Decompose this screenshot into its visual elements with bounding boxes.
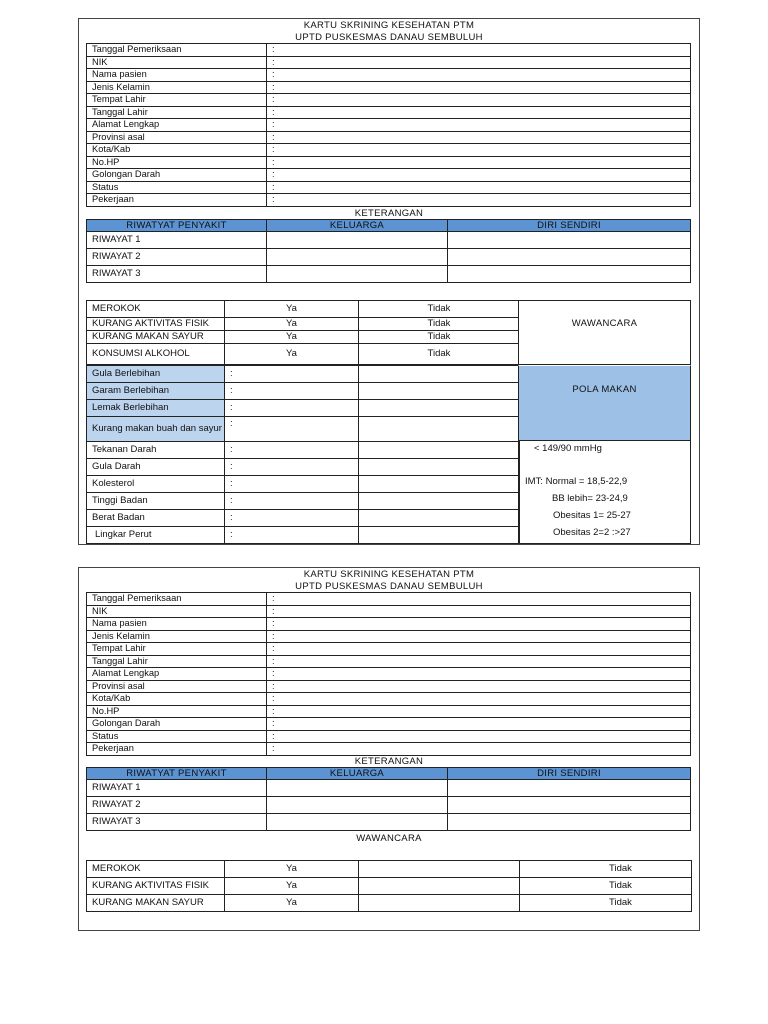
history-self-cell[interactable] — [448, 814, 691, 831]
habit-label: KURANG MAKAN SAYUR — [87, 895, 225, 912]
identity-row — [87, 94, 691, 107]
screening-card-1 — [78, 18, 700, 545]
identity-field-input[interactable]: : — [267, 94, 691, 107]
diet-label: Kurang makan buah dan sayur — [87, 417, 225, 442]
identity-field-label: Provinsi asal — [87, 131, 267, 144]
diet-extra-cell[interactable] — [359, 383, 520, 400]
identity-row — [87, 106, 691, 119]
card-subtitle: UPTD PUSKESMAS DANAU SEMBULUH — [295, 581, 483, 592]
identity-field-input[interactable]: : — [267, 718, 691, 731]
card-subtitle: UPTD PUSKESMAS DANAU SEMBULUH — [295, 32, 483, 43]
keterangan-label: KETERANGAN — [354, 756, 424, 767]
habits-table — [86, 860, 692, 912]
identity-field-input[interactable]: : — [267, 593, 691, 606]
habit-no[interactable]: Tidak — [359, 318, 520, 331]
identity-row — [87, 131, 691, 144]
habit-label: KURANG AKTIVITAS FISIK — [87, 318, 225, 331]
history-header-self: DIRI SENDIRI — [448, 220, 691, 232]
identity-field-label: No.HP — [87, 156, 267, 169]
reference-panel — [518, 441, 691, 544]
diet-extra-cell[interactable] — [359, 366, 520, 383]
identity-field-input[interactable]: : — [267, 668, 691, 681]
identity-row — [87, 81, 691, 94]
identity-field-input[interactable]: : — [267, 705, 691, 718]
identity-field-label: Golongan Darah — [87, 169, 267, 182]
identity-field-label: Tanggal Lahir — [87, 106, 267, 119]
identity-field-label: Jenis Kelamin — [87, 630, 267, 643]
identity-field-label: Alamat Lengkap — [87, 668, 267, 681]
history-self-cell[interactable] — [448, 780, 691, 797]
identity-table — [86, 592, 691, 756]
identity-field-input[interactable]: : — [267, 643, 691, 656]
habit-label: MEROKOK — [87, 301, 225, 318]
identity-field-label: Nama pasien — [87, 69, 267, 82]
history-self-cell[interactable] — [448, 232, 691, 249]
measurement-extra-cell[interactable] — [359, 510, 520, 527]
history-header-disease: RIWATYAT PENYAKIT — [87, 220, 267, 232]
measurement-extra-cell[interactable] — [359, 493, 520, 510]
identity-field-input[interactable]: : — [267, 106, 691, 119]
history-family-cell[interactable] — [267, 780, 448, 797]
screening-card-2 — [78, 567, 700, 931]
habit-no[interactable]: Tidak — [520, 861, 692, 878]
measurement-colon[interactable]: : — [225, 527, 359, 544]
identity-row — [87, 680, 691, 693]
measurement-colon[interactable]: : — [225, 476, 359, 493]
measurement-label: Tekanan Darah — [87, 442, 225, 459]
history-self-cell[interactable] — [448, 266, 691, 283]
identity-field-input[interactable]: : — [267, 181, 691, 194]
identity-field-label: Tanggal Lahir — [87, 655, 267, 668]
habit-blank-cell[interactable] — [359, 895, 520, 912]
identity-field-label: Kota/Kab — [87, 144, 267, 157]
measurement-extra-cell[interactable] — [359, 442, 520, 459]
habit-yes[interactable]: Ya — [225, 861, 359, 878]
identity-table — [86, 43, 691, 207]
habit-blank-cell[interactable] — [359, 861, 520, 878]
habit-yes[interactable]: Ya — [225, 344, 359, 365]
identity-field-input[interactable]: : — [267, 743, 691, 756]
history-family-cell[interactable] — [267, 249, 448, 266]
habit-label: MEROKOK — [87, 861, 225, 878]
history-family-cell[interactable] — [267, 814, 448, 831]
wawancara-panel — [518, 300, 691, 365]
measurement-label: Gula Darah — [87, 459, 225, 476]
identity-row — [87, 655, 691, 668]
diet-label: Lemak Berlebihan — [87, 400, 225, 417]
diet-label: Garam Berlebihan — [87, 383, 225, 400]
measurement-label: Tinggi Badan — [87, 493, 225, 510]
history-row-label: RIWAYAT 3 — [87, 814, 267, 831]
identity-field-input[interactable]: : — [267, 630, 691, 643]
diet-colon[interactable]: : — [225, 383, 359, 400]
identity-field-input[interactable]: : — [267, 56, 691, 69]
habit-yes[interactable]: Ya — [225, 331, 359, 344]
history-family-cell[interactable] — [267, 797, 448, 814]
identity-row — [87, 618, 691, 631]
habit-no[interactable]: Tidak — [359, 301, 520, 318]
diet-colon[interactable]: : — [225, 366, 359, 383]
diet-extra-cell[interactable] — [359, 417, 520, 442]
keterangan-label: KETERANGAN — [354, 208, 424, 219]
identity-field-label: Tempat Lahir — [87, 94, 267, 107]
identity-row — [87, 56, 691, 69]
habit-blank-cell[interactable] — [359, 878, 520, 895]
wawancara-label: WAWANCARA — [571, 318, 638, 329]
habit-label: KURANG AKTIVITAS FISIK — [87, 878, 225, 895]
measurement-table — [86, 441, 520, 544]
history-header-family: KELUARGA — [267, 768, 448, 780]
identity-field-input[interactable]: : — [267, 680, 691, 693]
identity-row — [87, 743, 691, 756]
measurement-extra-cell[interactable] — [359, 476, 520, 493]
diet-colon[interactable]: : — [225, 417, 359, 442]
habit-label: KONSUMSI ALKOHOL — [87, 344, 225, 365]
identity-row — [87, 605, 691, 618]
identity-field-label: No.HP — [87, 705, 267, 718]
habits-table — [86, 300, 520, 365]
habit-yes[interactable]: Ya — [225, 878, 359, 895]
identity-field-input[interactable]: : — [267, 81, 691, 94]
ref-imt-normal: IMT: Normal = 18,5-22,9 — [525, 476, 628, 487]
identity-field-input[interactable]: : — [267, 156, 691, 169]
measurement-extra-cell[interactable] — [359, 527, 520, 544]
identity-field-input[interactable]: : — [267, 119, 691, 132]
identity-field-label: Tanggal Pemeriksaan — [87, 44, 267, 57]
identity-row — [87, 643, 691, 656]
identity-row — [87, 730, 691, 743]
identity-row — [87, 181, 691, 194]
identity-row — [87, 693, 691, 706]
identity-field-label: Golongan Darah — [87, 718, 267, 731]
measurement-label: Kolesterol — [87, 476, 225, 493]
identity-field-input[interactable]: : — [267, 169, 691, 182]
identity-field-input[interactable]: : — [267, 69, 691, 82]
identity-row — [87, 705, 691, 718]
identity-field-input[interactable]: : — [267, 44, 691, 57]
identity-field-label: Nama pasien — [87, 618, 267, 631]
diet-label: Gula Berlebihan — [87, 366, 225, 383]
habit-yes[interactable]: Ya — [225, 895, 359, 912]
habit-yes[interactable]: Ya — [225, 318, 359, 331]
history-row-label: RIWAYAT 1 — [87, 232, 267, 249]
history-row-label: RIWAYAT 1 — [87, 780, 267, 797]
identity-field-label: Tempat Lahir — [87, 643, 267, 656]
history-table — [86, 219, 691, 283]
history-header-self: DIRI SENDIRI — [448, 768, 691, 780]
card-title-1: KARTU SKRINING KESEHATAN PTM — [303, 569, 475, 580]
identity-row — [87, 718, 691, 731]
habit-no[interactable]: Tidak — [359, 331, 520, 344]
ref-obesitas2: Obesitas 2=2 :>27 — [553, 527, 631, 538]
identity-field-input[interactable]: : — [267, 618, 691, 631]
diet-extra-cell[interactable] — [359, 400, 520, 417]
identity-field-label: Kota/Kab — [87, 693, 267, 706]
measurement-label: Berat Badan — [87, 510, 225, 527]
identity-field-label: NIK — [87, 56, 267, 69]
history-family-cell[interactable] — [267, 266, 448, 283]
identity-field-label: Provinsi asal — [87, 680, 267, 693]
measurement-label: Lingkar Perut — [87, 527, 225, 544]
identity-field-input[interactable]: : — [267, 131, 691, 144]
identity-field-label: Pekerjaan — [87, 743, 267, 756]
habit-no[interactable]: Tidak — [520, 878, 692, 895]
identity-field-input[interactable]: : — [267, 655, 691, 668]
identity-row — [87, 119, 691, 132]
identity-row — [87, 194, 691, 207]
card-title-1: KARTU SKRINING KESEHATAN PTM — [303, 20, 475, 31]
history-row-label: RIWAYAT 3 — [87, 266, 267, 283]
history-row-label: RIWAYAT 2 — [87, 249, 267, 266]
habit-no[interactable]: Tidak — [359, 344, 520, 365]
identity-row — [87, 156, 691, 169]
measurement-colon[interactable]: : — [225, 510, 359, 527]
ref-obesitas1: Obesitas 1= 25-27 — [553, 510, 631, 521]
identity-row — [87, 593, 691, 606]
identity-row — [87, 169, 691, 182]
identity-row — [87, 144, 691, 157]
identity-field-input[interactable]: : — [267, 693, 691, 706]
identity-row — [87, 668, 691, 681]
measurement-colon[interactable]: : — [225, 442, 359, 459]
identity-field-label: Pekerjaan — [87, 194, 267, 207]
identity-field-label: Status — [87, 730, 267, 743]
identity-field-label: Alamat Lengkap — [87, 119, 267, 132]
habit-label: KURANG MAKAN SAYUR — [87, 331, 225, 344]
measurement-colon[interactable]: : — [225, 459, 359, 476]
wawancara-label: WAWANCARA — [356, 833, 422, 844]
identity-field-input[interactable]: : — [267, 730, 691, 743]
pola-makan-label: POLA MAKAN — [572, 384, 637, 395]
ref-bb-lebih: BB lebih= 23-24,9 — [552, 493, 628, 504]
identity-field-label: Jenis Kelamin — [87, 81, 267, 94]
identity-row — [87, 44, 691, 57]
identity-field-input[interactable]: : — [267, 605, 691, 618]
ref-tekanan: < 149/90 mmHg — [534, 443, 602, 454]
history-self-cell[interactable] — [448, 797, 691, 814]
identity-field-label: Status — [87, 181, 267, 194]
history-header-family: KELUARGA — [267, 220, 448, 232]
identity-field-label: Tanggal Pemeriksaan — [87, 593, 267, 606]
history-table — [86, 767, 691, 831]
identity-field-input[interactable]: : — [267, 194, 691, 207]
measurement-extra-cell[interactable] — [359, 459, 520, 476]
history-row-label: RIWAYAT 2 — [87, 797, 267, 814]
habit-yes[interactable]: Ya — [225, 301, 359, 318]
identity-row — [87, 630, 691, 643]
habit-no[interactable]: Tidak — [520, 895, 692, 912]
identity-field-input[interactable]: : — [267, 144, 691, 157]
history-self-cell[interactable] — [448, 249, 691, 266]
history-family-cell[interactable] — [267, 232, 448, 249]
pola-makan-panel — [518, 365, 691, 441]
identity-row — [87, 69, 691, 82]
measurement-colon[interactable]: : — [225, 493, 359, 510]
history-header-disease: RIWATYAT PENYAKIT — [87, 768, 267, 780]
diet-table — [86, 365, 520, 442]
diet-colon[interactable]: : — [225, 400, 359, 417]
identity-field-label: NIK — [87, 605, 267, 618]
